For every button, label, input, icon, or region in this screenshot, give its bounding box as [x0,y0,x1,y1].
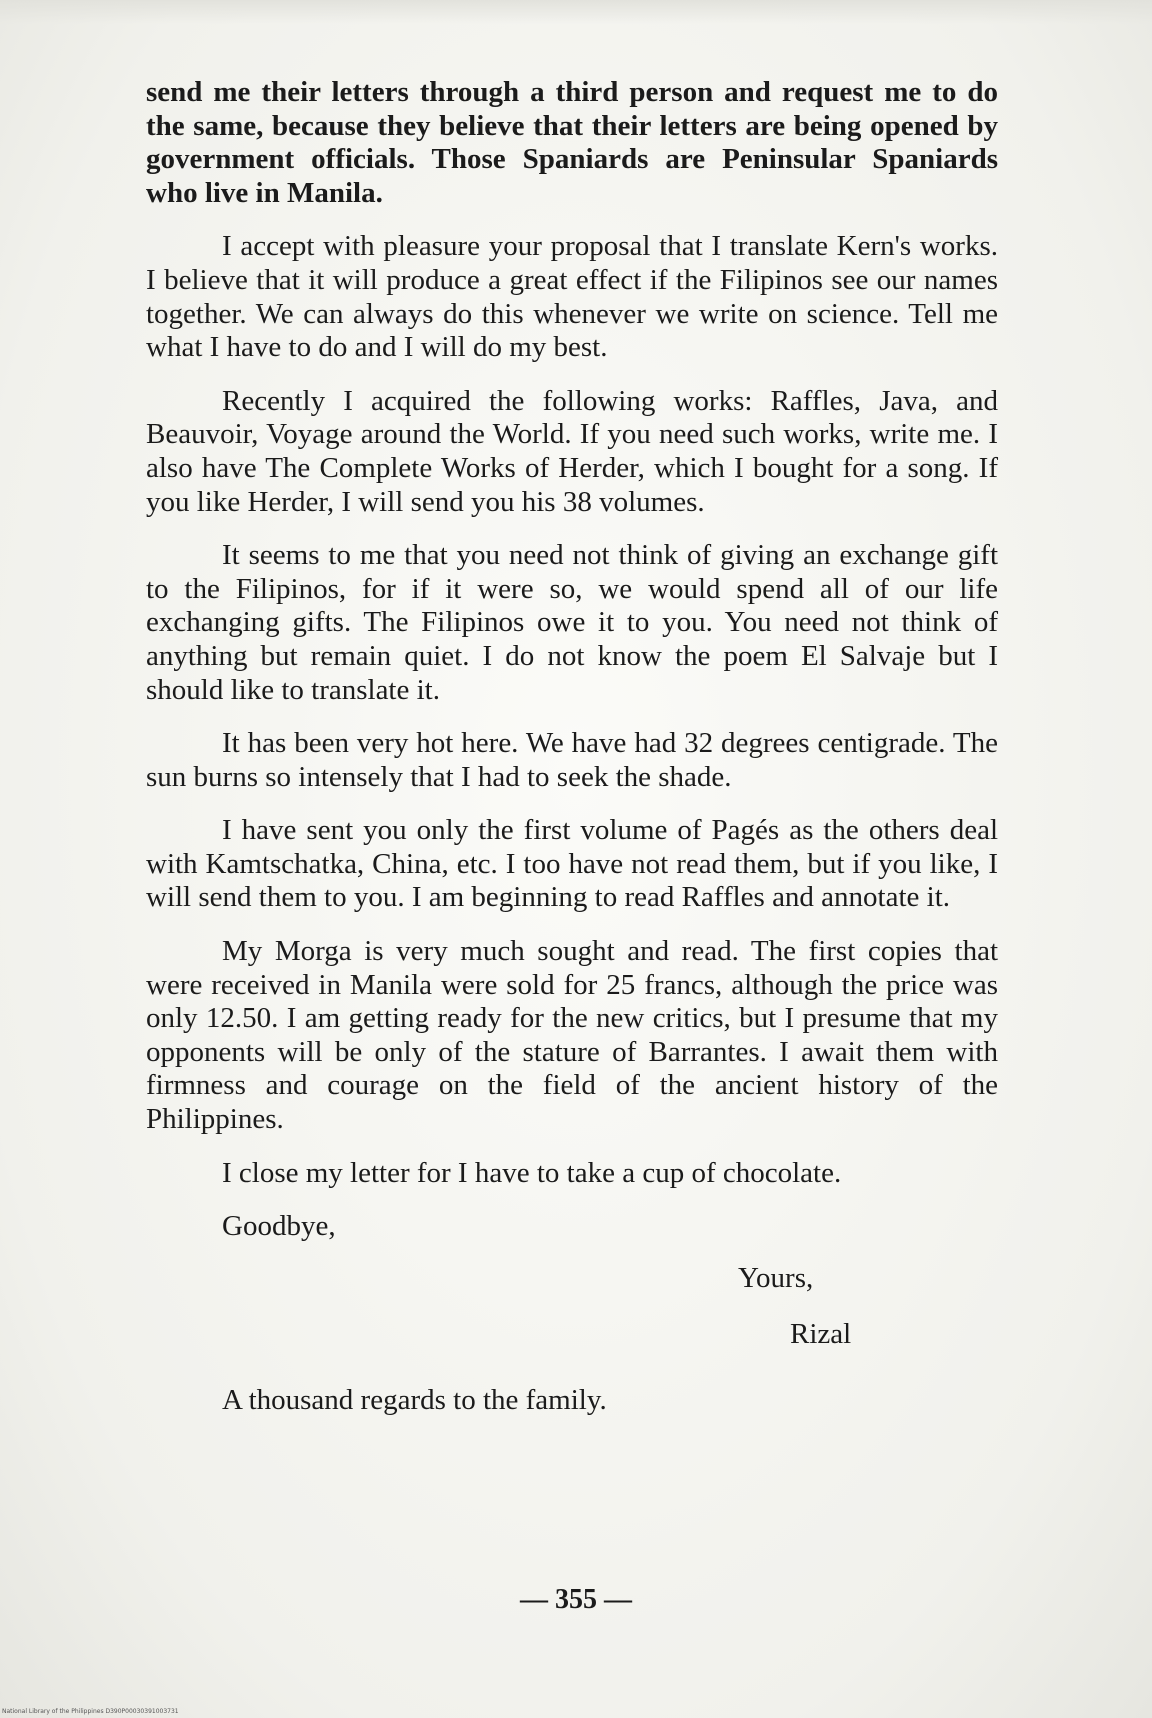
paragraph-4: It seems to me that you need not think of giving an exchange gift to the Filipinos, for if it were so, we would spend all of our life exchanging gifts. The Filipinos owe it to you. You need not think of anything but remain quiet. I do not know the poem El Salvaje but I should like to translate it. [146,539,998,706]
paragraph-7: My Morga is very much sought and read. The first copies that were received in Manila were sold for 25 francs, although the price was only 12.50. I am getting ready for the new critics, but I presume that my opponents will be only of the stature of Barrantes. I await them with firmness and courage on the field of the ancient history of the Philippines. [146,935,998,1136]
closing-yours: Yours, [738,1262,814,1294]
postscript: A thousand regards to the family. [222,1384,607,1416]
page-number: — 355 — [520,1584,632,1615]
scan-edge-shadow [0,0,1152,24]
farewell: Goodbye, [222,1210,336,1243]
signature-rizal: Rizal [790,1318,852,1350]
letter-body [146,76,998,1264]
paragraph-8: I close my letter for I have to take a cup of chocolate. [222,1156,842,1189]
paragraph-5: It has been very hot here. We have had 32 degrees centigrade. The sun burns so intensely that I had to seek the shade. [146,727,998,793]
paragraph-6: I have sent you only the first volume of Pagés as the others deal with Kamtschatka, China, etc. I too have not read them, but if you like, I will send them to you. I am beginning to read Raffles and annotate it. [146,814,998,914]
paragraph-3: Recently I acquired the following works: Raffles, Java, and Beauvoir, Voyage around the World. If you need such works, write me. I also have The Complete Works of Herder, which I bought for a song. If you like Herder, I will send you his 38 volumes. [146,384,998,518]
archive-credit: National Library of the Philippines D390P00030391003731 [2,1708,179,1715]
paragraph-1: send me their letters through a third person and request me to do the same, because they believe that their letters are being opened by government officials. Those Spaniards are Peninsular Spaniards who live in Manila. [146,76,998,209]
paragraph-2: I accept with pleasure your proposal that I translate Kern's works. I believe that it will produce a great effect if the Filipinos see our names together. We can always do this whenever we write on science. Tell me what I have to do and I will do my best. [146,230,998,364]
